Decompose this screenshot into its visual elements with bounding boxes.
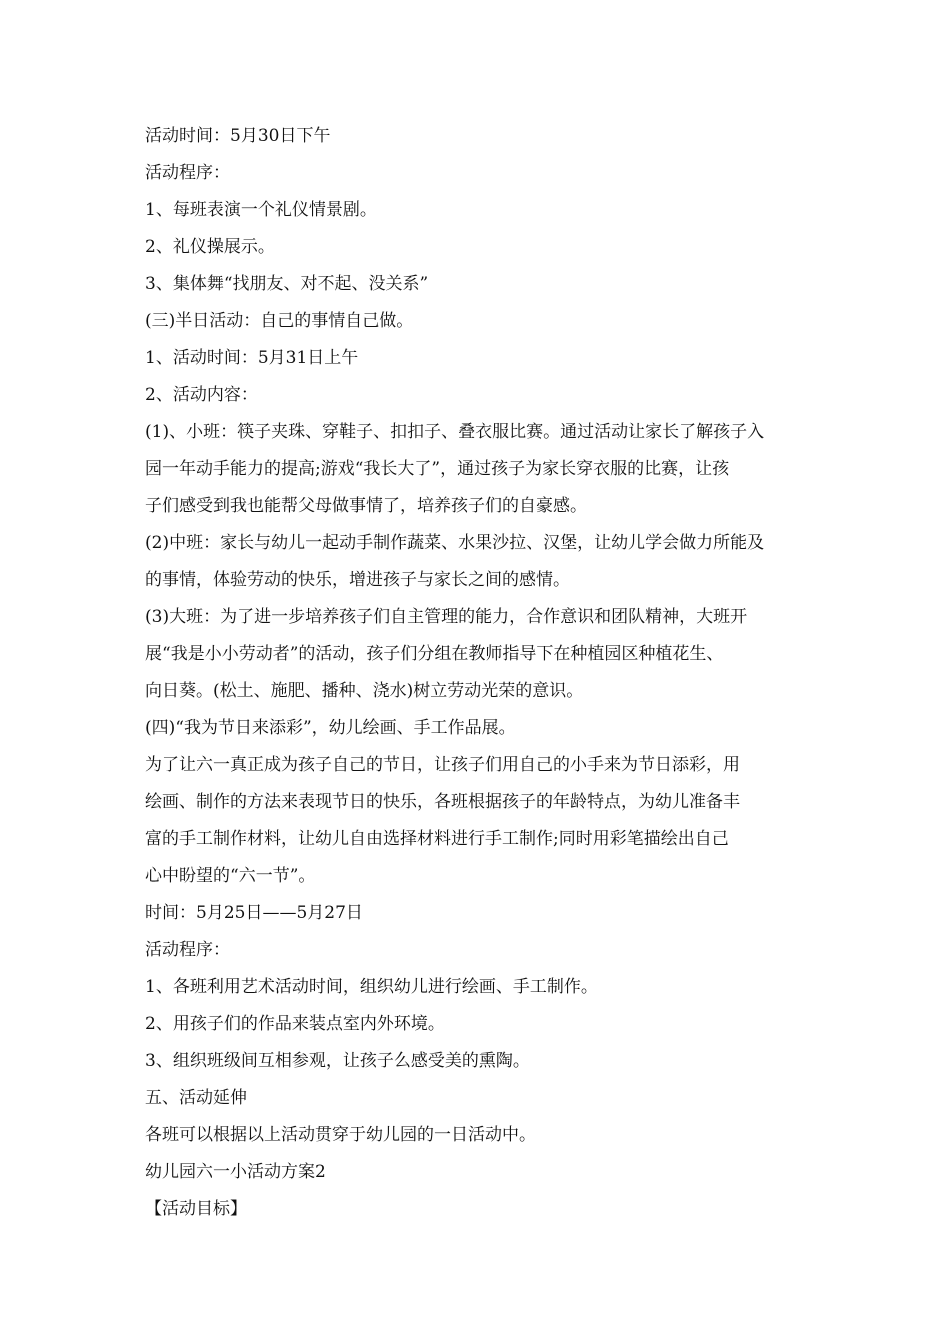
- text-line: 3、集体舞“找朋友、对不起、没关系”: [145, 274, 429, 294]
- text-line: 2、礼仪操展示。: [145, 237, 275, 257]
- text-line: 向日葵。(松土、施肥、播种、浇水)树立劳动光荣的意识。: [145, 681, 584, 701]
- text-line: 富的手工制作材料，让幼儿自由选择材料进行手工制作;同时用彩笔描绘出自己: [145, 829, 729, 849]
- text-line: 子们感受到我也能帮父母做事情了，培养孩子们的自豪感。: [145, 496, 587, 516]
- text-line: 1、各班利用艺术活动时间，组织幼儿进行绘画、手工制作。: [145, 977, 598, 997]
- text-line: (三)半日活动：自己的事情自己做。: [145, 311, 414, 331]
- text-line: (1)、小班：筷子夹珠、穿鞋子、扣扣子、叠衣服比赛。通过活动让家长了解孩子入: [145, 422, 765, 442]
- text-line: 的事情，体验劳动的快乐，增进孩子与家长之间的感情。: [145, 570, 570, 590]
- section-heading: 五、活动延伸: [145, 1088, 247, 1108]
- text-line: (3)大班：为了进一步培养孩子们自主管理的能力，合作意识和团队精神，大班开: [145, 607, 748, 627]
- text-line: 3、组织班级间互相参观，让孩子么感受美的熏陶。: [145, 1051, 530, 1071]
- plan-title: 幼儿园六一小活动方案2: [145, 1162, 326, 1182]
- document-body: [145, 118, 810, 1228]
- text-line: 1、每班表演一个礼仪情景剧。: [145, 200, 377, 220]
- text-line: 活动程序：: [145, 940, 230, 960]
- text-line: 时间：5月25日——5月27日: [145, 903, 363, 923]
- text-line: (四)“我为节日来添彩”，幼儿绘画、手工作品展。: [145, 718, 516, 738]
- text-line: 展“我是小小劳动者”的活动，孩子们分组在教师指导下在种植园区种植花生、: [145, 644, 724, 664]
- text-line: 园一年动手能力的提高;游戏“我长大了”，通过孩子为家长穿衣服的比赛，让孩: [145, 459, 730, 479]
- section-heading: 【活动目标】: [145, 1199, 247, 1219]
- text-line: 活动时间：5月30日下午: [145, 126, 331, 146]
- text-line: (2)中班：家长与幼儿一起动手制作蔬菜、水果沙拉、汉堡，让幼儿学会做力所能及: [145, 533, 765, 553]
- text-line: 2、用孩子们的作品来装点室内外环境。: [145, 1014, 445, 1034]
- text-line: 为了让六一真正成为孩子自己的节日，让孩子们用自己的小手来为节日添彩，用: [145, 755, 740, 775]
- text-line: 绘画、制作的方法来表现节日的快乐，各班根据孩子的年龄特点，为幼儿准备丰: [145, 792, 740, 812]
- text-line: 2、活动内容：: [145, 385, 258, 405]
- text-line: 心中盼望的“六一节”。: [145, 866, 316, 886]
- text-line: 活动程序：: [145, 163, 230, 183]
- text-line: 1、活动时间：5月31日上午: [145, 348, 359, 368]
- text-line: 各班可以根据以上活动贯穿于幼儿园的一日活动中。: [145, 1125, 536, 1145]
